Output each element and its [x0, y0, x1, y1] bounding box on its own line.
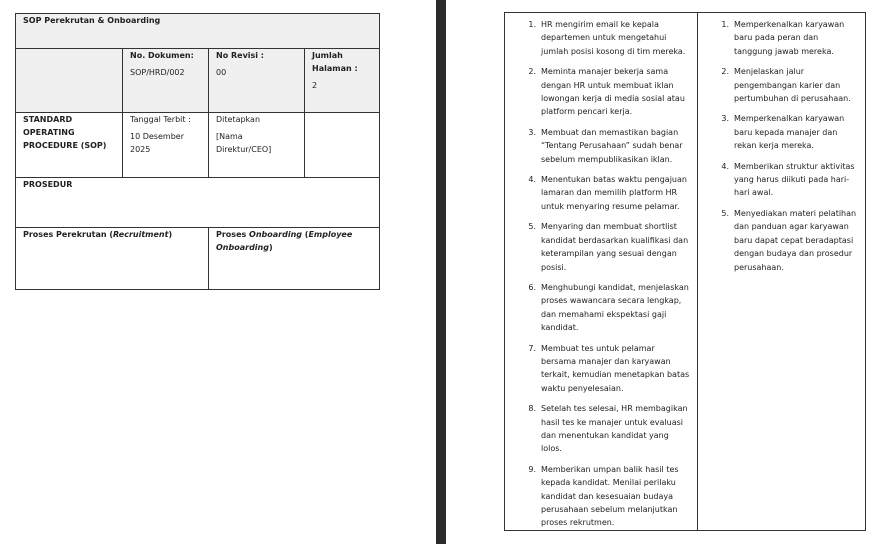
- approved-label: Ditetapkan: [216, 115, 261, 124]
- approved-value: [Nama Direktur/CEO]: [216, 132, 272, 154]
- doc-number-label: No. Dokumen:: [130, 51, 194, 60]
- step-text: Memberikan umpan balik hasil tes kepada kandidat. Menilai perilaku kandidat dan kesesuaian budaya perusahaan sebelum melanjutkan proses rekrutmen.: [541, 464, 679, 528]
- onboarding-step: [702, 65, 859, 105]
- doc-number-cell: [123, 49, 209, 113]
- step-text: Meminta manajer bekerja sama dengan HR untuk membuat iklan lowongan kerja di media sosial atau platform pencari kerja.: [541, 67, 685, 117]
- onboarding-heading-italic: Onboarding: [249, 230, 302, 239]
- issue-date-value: 10 Desember 2025: [130, 132, 184, 154]
- recruitment-step: [509, 463, 691, 530]
- step-text: Memperkenalkan karyawan baru kepada manajer dan rekan kerja mereka.: [734, 114, 845, 151]
- onboarding-step: [702, 112, 859, 152]
- recruitment-heading: [16, 228, 209, 290]
- step-text: Membuat tes untuk pelamar bersama manajer dan karyawan terkait, kemudian menetapkan batas waktu penyelesaian.: [541, 343, 690, 393]
- sop-standard-label: STANDARD OPERATING PROCEDURE (SOP): [16, 113, 123, 178]
- page-count-label: Jumlah Halaman :: [312, 51, 358, 73]
- step-number: 4.: [528, 175, 536, 185]
- step-number: 1.: [528, 20, 536, 29]
- revision-label: No Revisi :: [216, 51, 265, 60]
- sop-title: SOP Perekrutan & Onboarding: [16, 14, 380, 49]
- recruitment-step: [509, 342, 691, 396]
- step-number: 3.: [721, 114, 729, 124]
- recruitment-step: [509, 220, 691, 274]
- empty-cell: [16, 49, 123, 113]
- onboarding-heading-mid: (: [302, 230, 309, 239]
- recruitment-steps-column: [505, 13, 698, 530]
- recruitment-step: [509, 18, 691, 58]
- onboarding-step: [702, 207, 859, 274]
- recruitment-step: [509, 402, 691, 456]
- step-text: Memperkenalkan karyawan baru pada peran dan tanggung jawab mereka.: [734, 20, 845, 56]
- step-text: Menyediakan materi pelatihan dan panduan agar karyawan baru dapat cepat beradaptasi dengan budaya dan prosedur perusahaan.: [734, 208, 857, 272]
- step-number: 3.: [528, 127, 536, 137]
- onboarding-heading-text: Proses: [216, 230, 250, 239]
- onboarding-heading-italic-2: Employee Onboarding: [216, 230, 353, 252]
- step-number: 8.: [528, 404, 536, 414]
- page-left: [0, 0, 435, 544]
- step-text: Menyaring dan membuat shortlist kandidat berdasarkan kualifikasi dan keterampilan yang sesuai dengan posisi.: [541, 222, 689, 272]
- page-count-cell: [305, 49, 380, 113]
- procedure-heading: PROSEDUR: [16, 178, 380, 228]
- recruitment-steps-list: [509, 18, 691, 530]
- onboarding-heading-suffix: ): [268, 243, 273, 252]
- step-number: 1.: [721, 20, 729, 29]
- onboarding-steps-column: [698, 13, 865, 530]
- step-number: 2.: [721, 67, 729, 77]
- empty-cell: [305, 113, 380, 178]
- step-number: 2.: [528, 67, 536, 77]
- step-text: Setelah tes selesai, HR membagikan hasil tes ke manajer untuk evaluasi dan menentukan kandidat yang lolos.: [541, 404, 688, 454]
- recruitment-step: [509, 173, 691, 213]
- step-number: 5.: [721, 208, 729, 218]
- doc-number-value: SOP/HRD/002: [130, 68, 185, 77]
- step-text: Membuat dan memastikan bagian “Tentang Perusahaan” sudah benar sebelum mempublikasikan iklan.: [541, 127, 683, 164]
- recruitment-step: [509, 281, 691, 335]
- revision-cell: [209, 49, 305, 113]
- recruitment-step: [509, 65, 691, 119]
- step-text: Menentukan batas waktu pengajuan lamaran dan memilih platform HR untuk menyaring resume pelamar.: [541, 175, 687, 211]
- step-text: HR mengirim email ke kepala departemen untuk mengetahui jumlah posisi kosong di tim mereka.: [541, 20, 686, 56]
- recruitment-heading-italic: Recruitment: [113, 230, 169, 239]
- step-number: 4.: [721, 161, 729, 171]
- step-text: Memberikan struktur aktivitas yang harus diikuti pada hari-hari awal.: [734, 161, 855, 198]
- issue-date-label: Tanggal Terbit :: [130, 115, 191, 124]
- issue-date-cell: [123, 113, 209, 178]
- page-count-value: 2: [312, 81, 318, 90]
- step-number: 6.: [528, 282, 536, 292]
- page-divider: [436, 0, 446, 544]
- recruitment-step: [509, 126, 691, 166]
- step-number: 5.: [528, 222, 536, 232]
- recruitment-heading-text: Proses Perekrutan (: [23, 230, 114, 239]
- revision-value: 00: [216, 68, 227, 77]
- step-text: Menjelaskan jalur pengembangan karier dan pertumbuhan di perusahaan.: [734, 67, 851, 104]
- recruitment-heading-suffix: ): [168, 230, 173, 239]
- onboarding-steps-list: [702, 18, 859, 274]
- sop-header-table: [15, 13, 380, 290]
- procedure-steps-table: [504, 12, 866, 531]
- onboarding-step: [702, 160, 859, 200]
- step-number: 9.: [528, 464, 536, 474]
- step-text: Menghubungi kandidat, menjelaskan proses wawancara secara lengkap, dan memahami ekspektasi gaji kandidat.: [541, 282, 689, 333]
- step-number: 7.: [528, 343, 536, 353]
- onboarding-heading: [209, 228, 380, 290]
- approved-cell: [209, 113, 305, 178]
- onboarding-step: [702, 18, 859, 58]
